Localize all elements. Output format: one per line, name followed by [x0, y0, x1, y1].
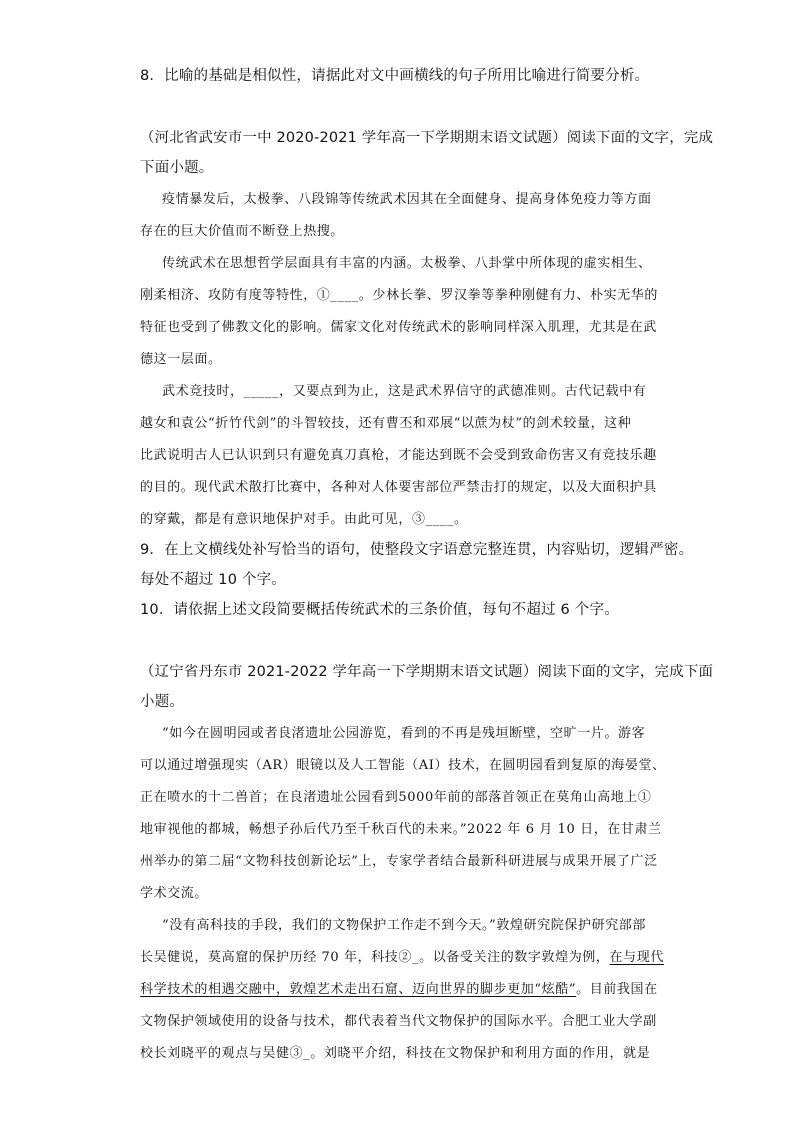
passage-2-para-1-line-5: 州举办的第二届“文物科技创新论坛”上，专家学者结合最新科研进展与成果开展了广泛: [140, 854, 658, 869]
passage-2-para-1-line-3: 正在喷水的十二兽首；在良渚遗址公园看到5000年前的部落首领正在莫角山高地上①: [140, 790, 652, 805]
passage-1-para-2-line-4: 德这一层面。: [140, 352, 222, 367]
passage-1-para-3-line-5: 的穿戴，都是有意识地保护对手。由此可见，③____。: [140, 512, 468, 527]
question-8: 8．比喻的基础是相似性，请据此对文中画横线的句子所用比喻进行简要分析。: [140, 68, 650, 84]
passage-2-para-2-line-2-text: 长吴健说，莫高窟的保护历经 70 年，科技②_。以备受关注的数字敦煌为例，: [140, 950, 610, 965]
passage-2-para-1-line-2: 可以通过增强现实（AR）眼镜以及人工智能（AI）技术，在圆明园看到复原的海晏堂、: [140, 758, 666, 773]
passage-2-para-2-line-3: [140, 980, 658, 1000]
section-1-intro-line-1: （河北省武安市一中 2020-2021 学年高一下学期期末语文试题）阅读下面的文字，完成: [140, 130, 714, 146]
question-9-line-1: 9．在上文横线处补写恰当的语句，使整段文字语意完整连贯，内容贴切，逻辑严密。: [140, 542, 694, 558]
passage-1-para-3-line-2: 越女和袁公“折竹代剑”的斗智较技，还有曹丕和邓展“以蔗为杖”的剑术较量，这种: [140, 416, 632, 431]
passage-1-para-3-line-3: 比武说明古人已认识到只有避免真刀真枪，才能达到既不会受到致命伤害又有竞技乐趣: [140, 448, 657, 463]
passage-2-para-2-line-4: 文物保护领域使用的设备与技术，都代表着当代文物保护的国际水平。合肥工业大学副: [140, 1014, 657, 1029]
underlined-sentence-part-1: 在与现代: [609, 950, 664, 965]
passage-1-para-3-line-4: 的目的。现代武术散打比赛中，各种对人体要害部位严禁击打的规定，以及大面积护具: [140, 480, 657, 495]
passage-2-para-2-line-2: [140, 948, 664, 968]
section-2-intro-line-1: （辽宁省丹东市 2021-2022 学年高一下学期期末语文试题）阅读下面的文字，完成下面: [140, 664, 714, 680]
passage-2-para-1-line-6: 学术交流。: [140, 886, 209, 901]
question-10: 10．请依据上述文段简要概括传统武术的三条价值，每句不超过 6 个字。: [140, 602, 619, 618]
underlined-sentence-part-2: 科学技术的相遇交融中，敦煌艺术走出石窟、迈向世界的脚步更加“炫酷”: [140, 982, 577, 997]
passage-2-para-2-line-3-text: 。目前我国在: [576, 982, 658, 997]
passage-1-para-3-line-1: 武术竞技时，_____，又要点到为止，这是武术界信守的武德准则。古代记载中有: [162, 384, 647, 399]
section-2-intro-line-2: 小题。: [140, 694, 185, 710]
passage-2-para-1-line-4: 地审视他的都城，畅想子孙后代乃至千秋百代的未来。”2022 年 6 月 10 日，在甘肃兰: [140, 822, 662, 837]
passage-2-para-1-line-1: “如今在圆明园或者良渚遗址公园游览，看到的不再是残垣断壁，空旷一片。游客: [162, 726, 646, 741]
passage-2-para-2-line-5: 校长刘晓平的观点与吴健③_。刘晓平介绍，科技在文物保护和利用方面的作用，就是: [140, 1046, 651, 1061]
passage-1-para-2-line-3: 特征也受到了佛教文化的影响。儒家文化对传统武术的影响同样深入肌理，尤其是在武: [140, 320, 657, 335]
passage-1-para-1-line-2: 存在的巨大价值而不断登上热搜。: [140, 224, 345, 239]
section-1-intro-line-2: 下面小题。: [140, 160, 214, 176]
passage-1-para-1-line-1: 疫情暴发后，太极拳、八段锦等传统武术因其在全面健身、提高身体免疫力等方面: [162, 192, 652, 207]
passage-2-para-2-line-1: “没有高科技的手段，我们的文物保护工作走不到今天。”敦煌研究院保护研究部部: [162, 918, 646, 933]
question-9-line-2: 每处不超过 10 个字。: [140, 572, 287, 588]
passage-1-para-2-line-2: 刚柔相济、攻防有度等特性，①____。少林长拳、罗汉拳等拳种刚健有力、朴实无华的: [140, 288, 659, 303]
passage-1-para-2-line-1: 传统武术在思想哲学层面具有丰富的内涵。太极拳、八卦掌中所体现的虚实相生、: [162, 256, 652, 271]
